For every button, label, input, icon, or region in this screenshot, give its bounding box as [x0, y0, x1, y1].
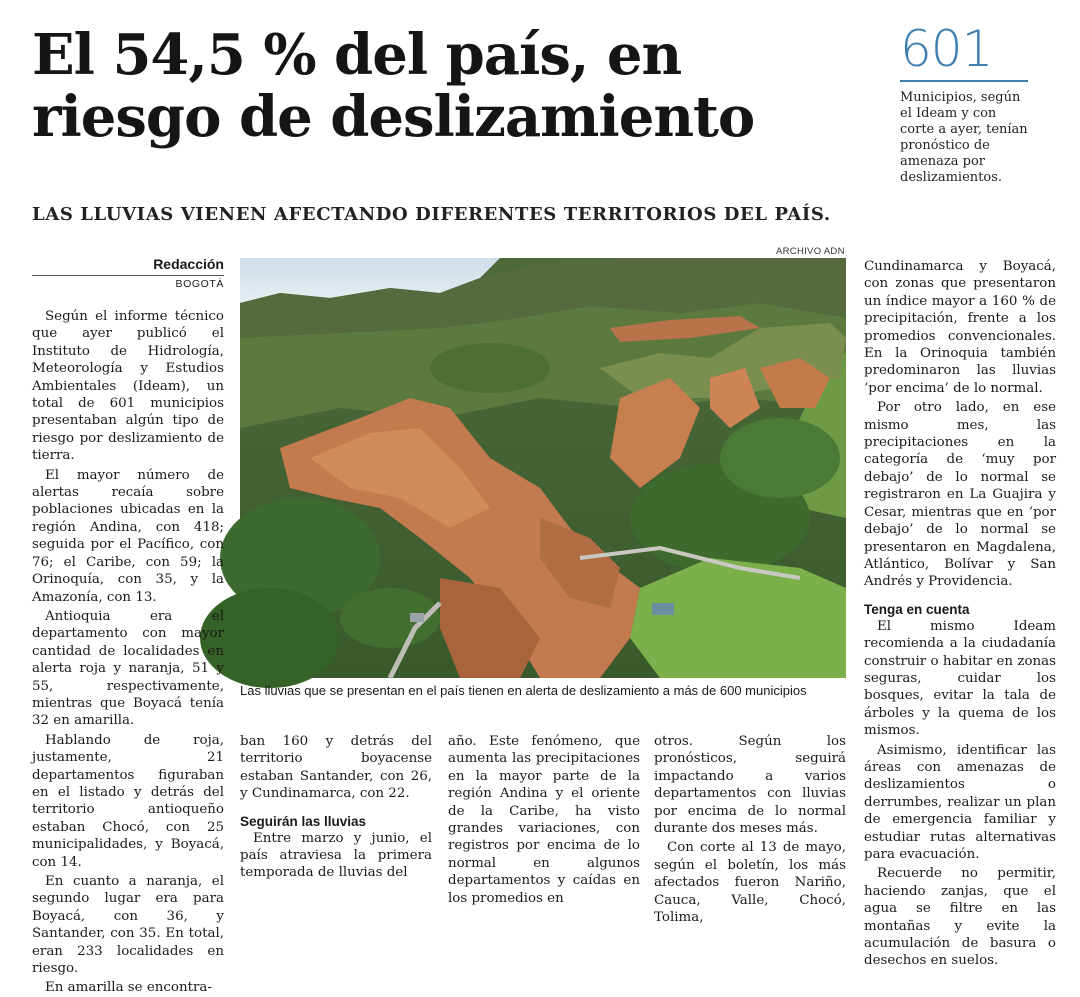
article-column-4 — [654, 733, 846, 926]
stat-divider — [900, 80, 1028, 82]
stat-description: Municipios, según el Ideam y con corte a ayer, tenían pronóstico de amenaza por deslizamientos. — [900, 89, 1028, 185]
landslide-illustration — [240, 258, 846, 678]
photo-credit: ARCHIVO ADN — [776, 246, 845, 257]
paragraph: Entre marzo y junio, el país atraviesa la primera temporada de lluvias del — [240, 830, 432, 881]
paragraph: Asimismo, identificar las áreas con amenazas de deslizamientos o derrumbes, realizar un plan de emergencia familiar y estudiar rutas alternativas para evacuación. — [864, 742, 1056, 862]
paragraph: Hablando de roja, justamente, 21 departamentos figuraban en el listado y detrás del territorio antioqueño estaban Chocó, con 25 municipalidades, y Boyacá, con 14. — [32, 732, 224, 870]
paragraph: Por otro lado, en ese mismo mes, las precipitaciones en la categoría de ‘muy por debajo’ de lo normal se registraron en La Guajira y Cesar, mientras que en ‘por debajo’ de lo normal se presentaron en Magdalena, Atlántico, Bolívar y San Andrés y Providencia. — [864, 400, 1056, 590]
section-heading: Tenga en cuenta — [864, 601, 970, 617]
paragraph: Antioquia era el departamento con mayor cantidad de localidades en alerta roja y naranja, 51 y 55, respectivamente, mientras que Boyacá tenía 32 en amarilla. — [32, 608, 224, 729]
paragraph: Recuerde no permitir, haciendo zanjas, que el agua se filtre en las montañas y evite la acumulación de basura o desechos en suelos. — [864, 866, 1056, 969]
article-column-2 — [240, 733, 432, 882]
section-heading: Seguirán las lluvias — [240, 813, 367, 829]
article-column-3 — [448, 733, 640, 907]
paragraph: otros. Según los pronósticos, seguirá impactando a varios departamentos con lluvias por encima de lo normal durante dos meses más. — [654, 734, 846, 837]
paragraph: Según el informe técnico que ayer publicó el Instituto de Hidrología, Meteorología y Estudios Ambientales (Ideam), un total de 601 municipios presentaban algún tipo de riesgo por deslizamiento de tierra. — [32, 309, 224, 464]
paragraph: El mismo Ideam recomienda a la ciudadanía construir o habitar en zonas seguras, cuidar los bosques, evitar la tala de árboles y la quema de los mismos. — [864, 618, 1056, 739]
paragraph: año. Este fenómeno, que aumenta las precipitaciones en la mayor parte de la región Andina y el oriente de la Caribe, ha visto grandes variaciones, con registros por encima de lo normal en algunos departamentos y caídas en los promedios en — [448, 734, 640, 906]
paragraph: El mayor número de alertas recaía sobre poblaciones ubicadas en la región Andina, con 418; seguida por el Pacífico, con 76; el Caribe, con 59; la Orinoquía, con 35, y la Amazonía, con 13. — [32, 467, 224, 605]
paragraph: ban 160 y detrás del territorio boyacense estaban Santander, con 26, y Cundinamarca, con 22. — [240, 734, 432, 802]
headline: El 54,5 % del país, en riesgo de deslizamiento — [32, 22, 755, 150]
stat-number: 601 — [900, 20, 993, 78]
paragraph: En amarilla se encontra- — [45, 980, 212, 996]
stat-box — [900, 20, 1028, 186]
paragraph: Con corte al 13 de mayo, según el boletín, los más afectados fueron Nariño, Cauca, Valle, Chocó, Tolima, — [654, 840, 846, 926]
byline-author: Redacción — [153, 256, 224, 272]
paragraph: Cundinamarca y Boyacá, con zonas que presentaron un índice mayor a 160 % de precipitación, frente a los promedios convencionales. En la Orinoquia también predominaron las lluvias ‘por encima’ de lo normal. — [864, 259, 1056, 396]
article-column-5 — [864, 258, 1056, 970]
landslide-photo — [240, 258, 846, 678]
byline-city: BOGOTÁ — [175, 278, 224, 290]
byline-divider — [32, 275, 224, 276]
paragraph: En cuanto a naranja, el segundo lugar era para Boyacá, con 36, y Santander, con 35. En total, eran 233 localidades en riesgo. — [32, 874, 224, 977]
byline — [32, 256, 224, 290]
photo-caption: Las lluvias que se presentan en el país tienen en alerta de deslizamiento a más de 600 municipios — [240, 683, 807, 698]
subheadline: LAS LLUVIAS VIENEN AFECTANDO DIFERENTES TERRITORIOS DEL PAÍS. — [32, 204, 831, 225]
article-column-1 — [32, 308, 224, 997]
